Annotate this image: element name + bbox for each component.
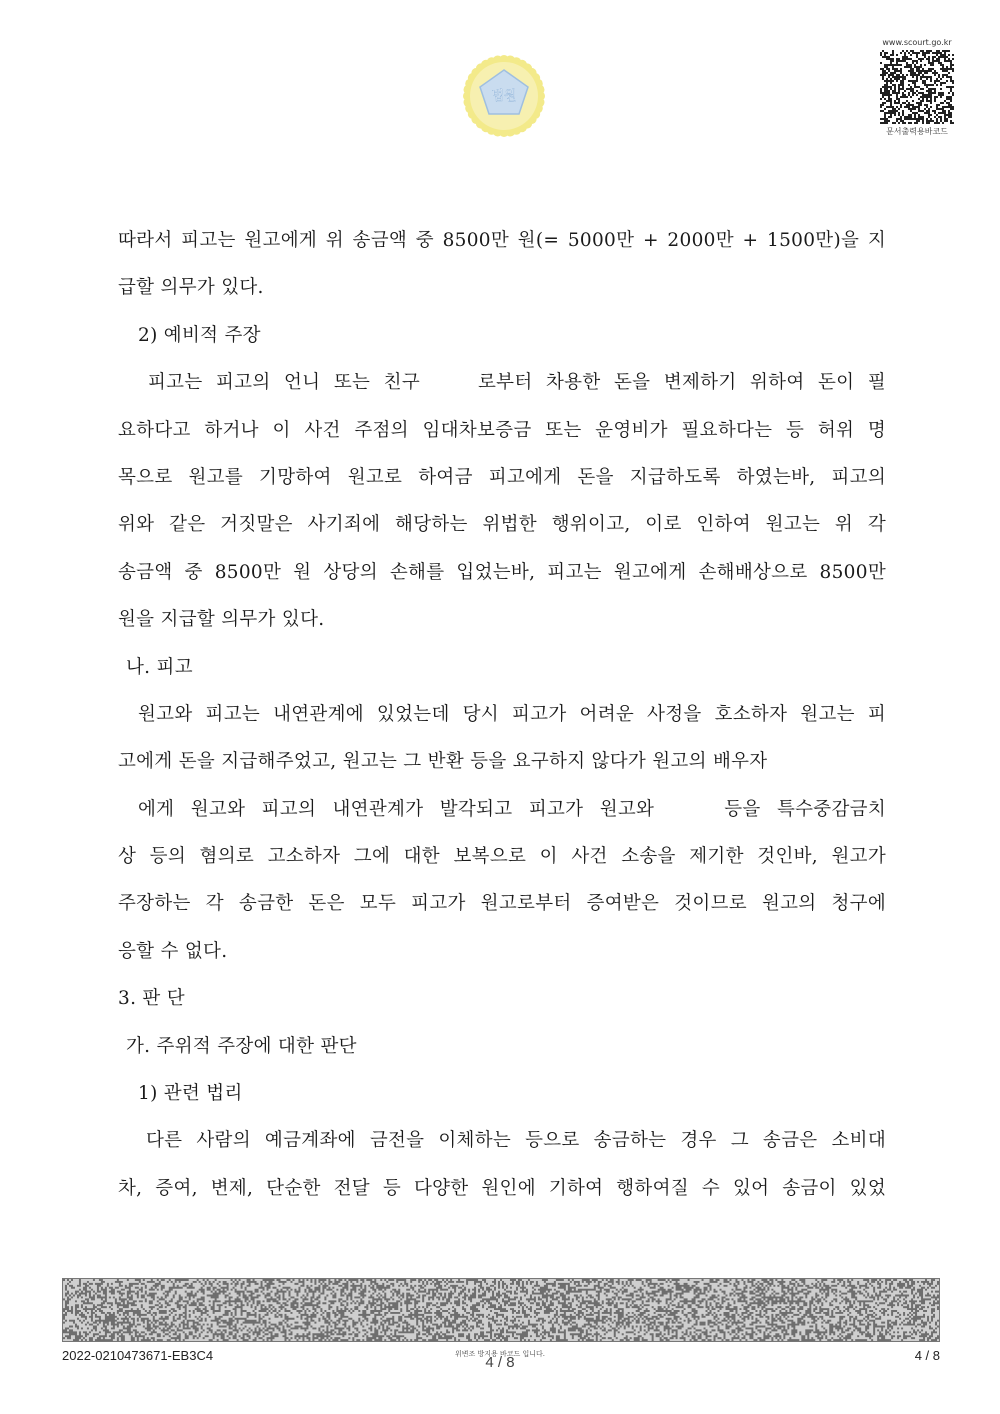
body-line: 요하다고 하거나 이 사건 주점의 임대차보증금 또는 운영비가 필요하다는 등 허위 명	[118, 419, 886, 441]
section-heading: 3. 판 단	[118, 988, 185, 1010]
court-emblem-logo	[458, 50, 550, 142]
body-line: 다른 사람의 예금계좌에 금전을 이체하는 등으로 송금하는 경우 그 송금은 소비대	[146, 1130, 886, 1152]
section-heading: 2) 예비적 주장	[138, 324, 261, 346]
body-line: 주장하는 각 송금한 돈은 모두 피고가 원고로부터 증여받은 것이므로 원고의 청구에	[118, 893, 886, 915]
page-number-right: 4 / 8	[914, 1348, 940, 1363]
body-line: 송금액 중 8500만 원 상당의 손해를 입었는바, 피고는 원고에게 손해배상으로 8500만	[118, 561, 886, 583]
body-line: 목으로 원고를 기망하여 원고로 하여금 피고에게 돈을 지급하도록 하였는바, 피고의	[118, 466, 886, 488]
anti-forgery-note: 위변조 방지용 바코드 입니다.	[454, 1350, 546, 1358]
body-line: 따라서 피고는 원고에게 위 송금액 중 8500만 원(= 5000만 + 2000만 + 1500만)을 지	[118, 230, 886, 251]
qr-code-icon	[880, 50, 954, 124]
document-barcode-block	[876, 38, 958, 138]
body-line: 고에게 돈을 지급해주었고, 원고는 그 반환 등을 요구하지 않다가 원고의 배우자	[118, 751, 768, 773]
section-heading: 나. 피고	[126, 656, 193, 678]
body-line: 위와 같은 거짓말은 사기죄에 해당하는 위법한 행위이고, 이로 인하여 원고는 위 각	[118, 514, 886, 536]
security-pattern-band	[62, 1278, 940, 1342]
qr-url-text: www.scourt.go.kr	[882, 38, 952, 47]
section-heading: 1) 관련 법리	[138, 1083, 243, 1105]
qr-caption-text: 문서출력용바코드	[886, 127, 948, 136]
page-number-center: 4 / 8	[485, 1354, 515, 1371]
body-line: 에게 원고와 피고의 내연관계가 발각되고 피고가 원고와 등을 특수중감금치	[138, 798, 886, 820]
body-line: 상 등의 혐의로 고소하자 그에 대한 보복으로 이 사건 소송을 제기한 것인바, 원고가	[118, 846, 886, 868]
body-line: 급할 의무가 있다.	[118, 277, 264, 299]
body-line: 원을 지급할 의무가 있다.	[118, 609, 325, 631]
section-heading: 가. 주위적 주장에 대한 판단	[126, 1035, 357, 1057]
document-number: 2022-0210473671-EB3C4	[62, 1348, 214, 1363]
body-line: 응할 수 없다.	[118, 940, 228, 962]
logo-text: 법원	[491, 89, 517, 104]
document-body	[118, 222, 886, 1217]
body-line: 피고는 피고의 언니 또는 친구 로부터 차용한 돈을 변제하기 위하여 돈이 필	[148, 372, 886, 394]
body-line: 차, 증여, 변제, 단순한 전달 등 다양한 원인에 기하여 행하여질 수 있어 송금이 있었	[118, 1177, 886, 1199]
body-line: 원고와 피고는 내연관계에 있었는데 당시 피고가 어려운 사정을 호소하자 원고는 피	[138, 703, 886, 725]
